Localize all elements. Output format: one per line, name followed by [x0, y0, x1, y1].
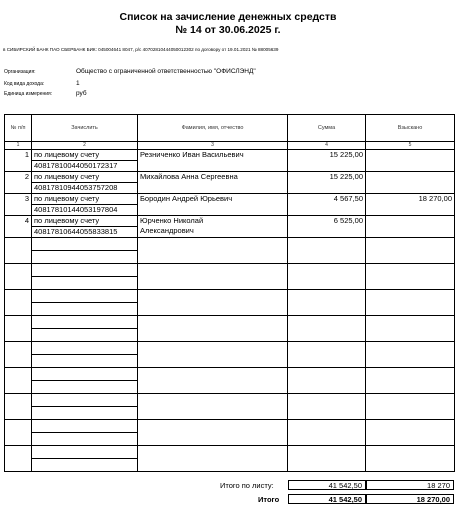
account-number: 40817810944053757208 [34, 183, 118, 192]
sum-cell: 6 525,00 [288, 216, 366, 238]
row-number: 3 [5, 194, 32, 216]
credit-cell [32, 194, 138, 216]
column-number: 3 [138, 142, 288, 150]
credit-type: по лицевому счету [32, 150, 137, 161]
fio-line: Михайлова Анна Сергеевна [140, 172, 238, 181]
empty-row [5, 368, 455, 394]
row-number: 1 [5, 150, 32, 172]
empty-row [5, 316, 455, 342]
sum-cell: 4 567,50 [288, 194, 366, 216]
empty-row [5, 264, 455, 290]
payment-table [4, 114, 455, 472]
fio-line: Бородин Андрей Юрьевич [140, 194, 233, 203]
income-code-value: 1 [76, 80, 80, 87]
sum-cell: 15 225,00 [288, 172, 366, 194]
withheld-cell: 18 270,00 [366, 194, 455, 216]
fio-line: Александрович [140, 226, 194, 235]
grand-total-withheld: 18 270,00 [366, 494, 454, 504]
sum-cell: 15 225,00 [288, 150, 366, 172]
grand-total-label: Итого [258, 495, 280, 504]
page-total-label: Итого по листу: [220, 481, 274, 490]
row-number: 2 [5, 172, 32, 194]
unit-value: руб [76, 90, 87, 97]
empty-row [5, 394, 455, 420]
row-number: 4 [5, 216, 32, 238]
header-cell: Фамилия, имя, отчество [138, 115, 288, 142]
table-row [5, 216, 455, 238]
table-row [5, 172, 455, 194]
document-number: № 14 от 30.06.2025 г. [175, 24, 281, 36]
column-number-row [5, 142, 455, 150]
page-total-sum: 41 542,50 [288, 480, 366, 490]
income-code-label: Код вида дохода: [4, 81, 45, 87]
withheld-cell [366, 150, 455, 172]
org-value: Общество с ограниченной ответственностью "ОФИСЛЭНД" [76, 68, 256, 75]
bank-details: в СИБИРСКИЙ БАНК ПАО СБЕРБАНК БИК: 045004641 8047, р/с 40702810444050012302 по договору от 19.01.2021 № 88005639 [3, 47, 279, 52]
document-title: Список на зачисление денежных средств [119, 11, 337, 23]
fio-cell [138, 216, 288, 238]
header-cell: Зачислить [32, 115, 138, 142]
table-header-row [5, 115, 455, 142]
credit-cell [32, 150, 138, 172]
fio-line: Резниченко Иван Васильевич [140, 150, 244, 159]
credit-type: по лицевому счету [32, 194, 137, 205]
credit-cell [32, 172, 138, 194]
page-total-withheld: 18 270 [366, 480, 454, 490]
withheld-cell [366, 172, 455, 194]
grand-total-sum: 41 542,50 [288, 494, 366, 504]
credit-type: по лицевому счету [32, 216, 137, 227]
account-number: 40817810144053197804 [34, 205, 118, 214]
table-row [5, 194, 455, 216]
withheld-cell [366, 216, 455, 238]
empty-row [5, 446, 455, 472]
fio-cell [138, 194, 288, 216]
column-number: 2 [32, 142, 138, 150]
header-cell: № п/п [5, 115, 32, 142]
empty-row [5, 238, 455, 264]
unit-label: Единица измерения: [4, 91, 53, 97]
account-number: 40817810644055833815 [34, 227, 118, 236]
header-cell: Сумма [288, 115, 366, 142]
fio-cell [138, 150, 288, 172]
empty-row [5, 290, 455, 316]
fio-line: Юрченко Николай [140, 216, 204, 225]
fio-cell [138, 172, 288, 194]
table-row [5, 150, 455, 172]
org-label: Организация: [4, 69, 36, 75]
column-number: 1 [5, 142, 32, 150]
empty-row [5, 420, 455, 446]
credit-type: по лицевому счету [32, 172, 137, 183]
credit-cell [32, 216, 138, 238]
empty-row [5, 342, 455, 368]
column-number: 4 [288, 142, 366, 150]
header-cell: Взыскано [366, 115, 455, 142]
account-number: 40817810044050172317 [34, 161, 118, 170]
column-number: 5 [366, 142, 455, 150]
